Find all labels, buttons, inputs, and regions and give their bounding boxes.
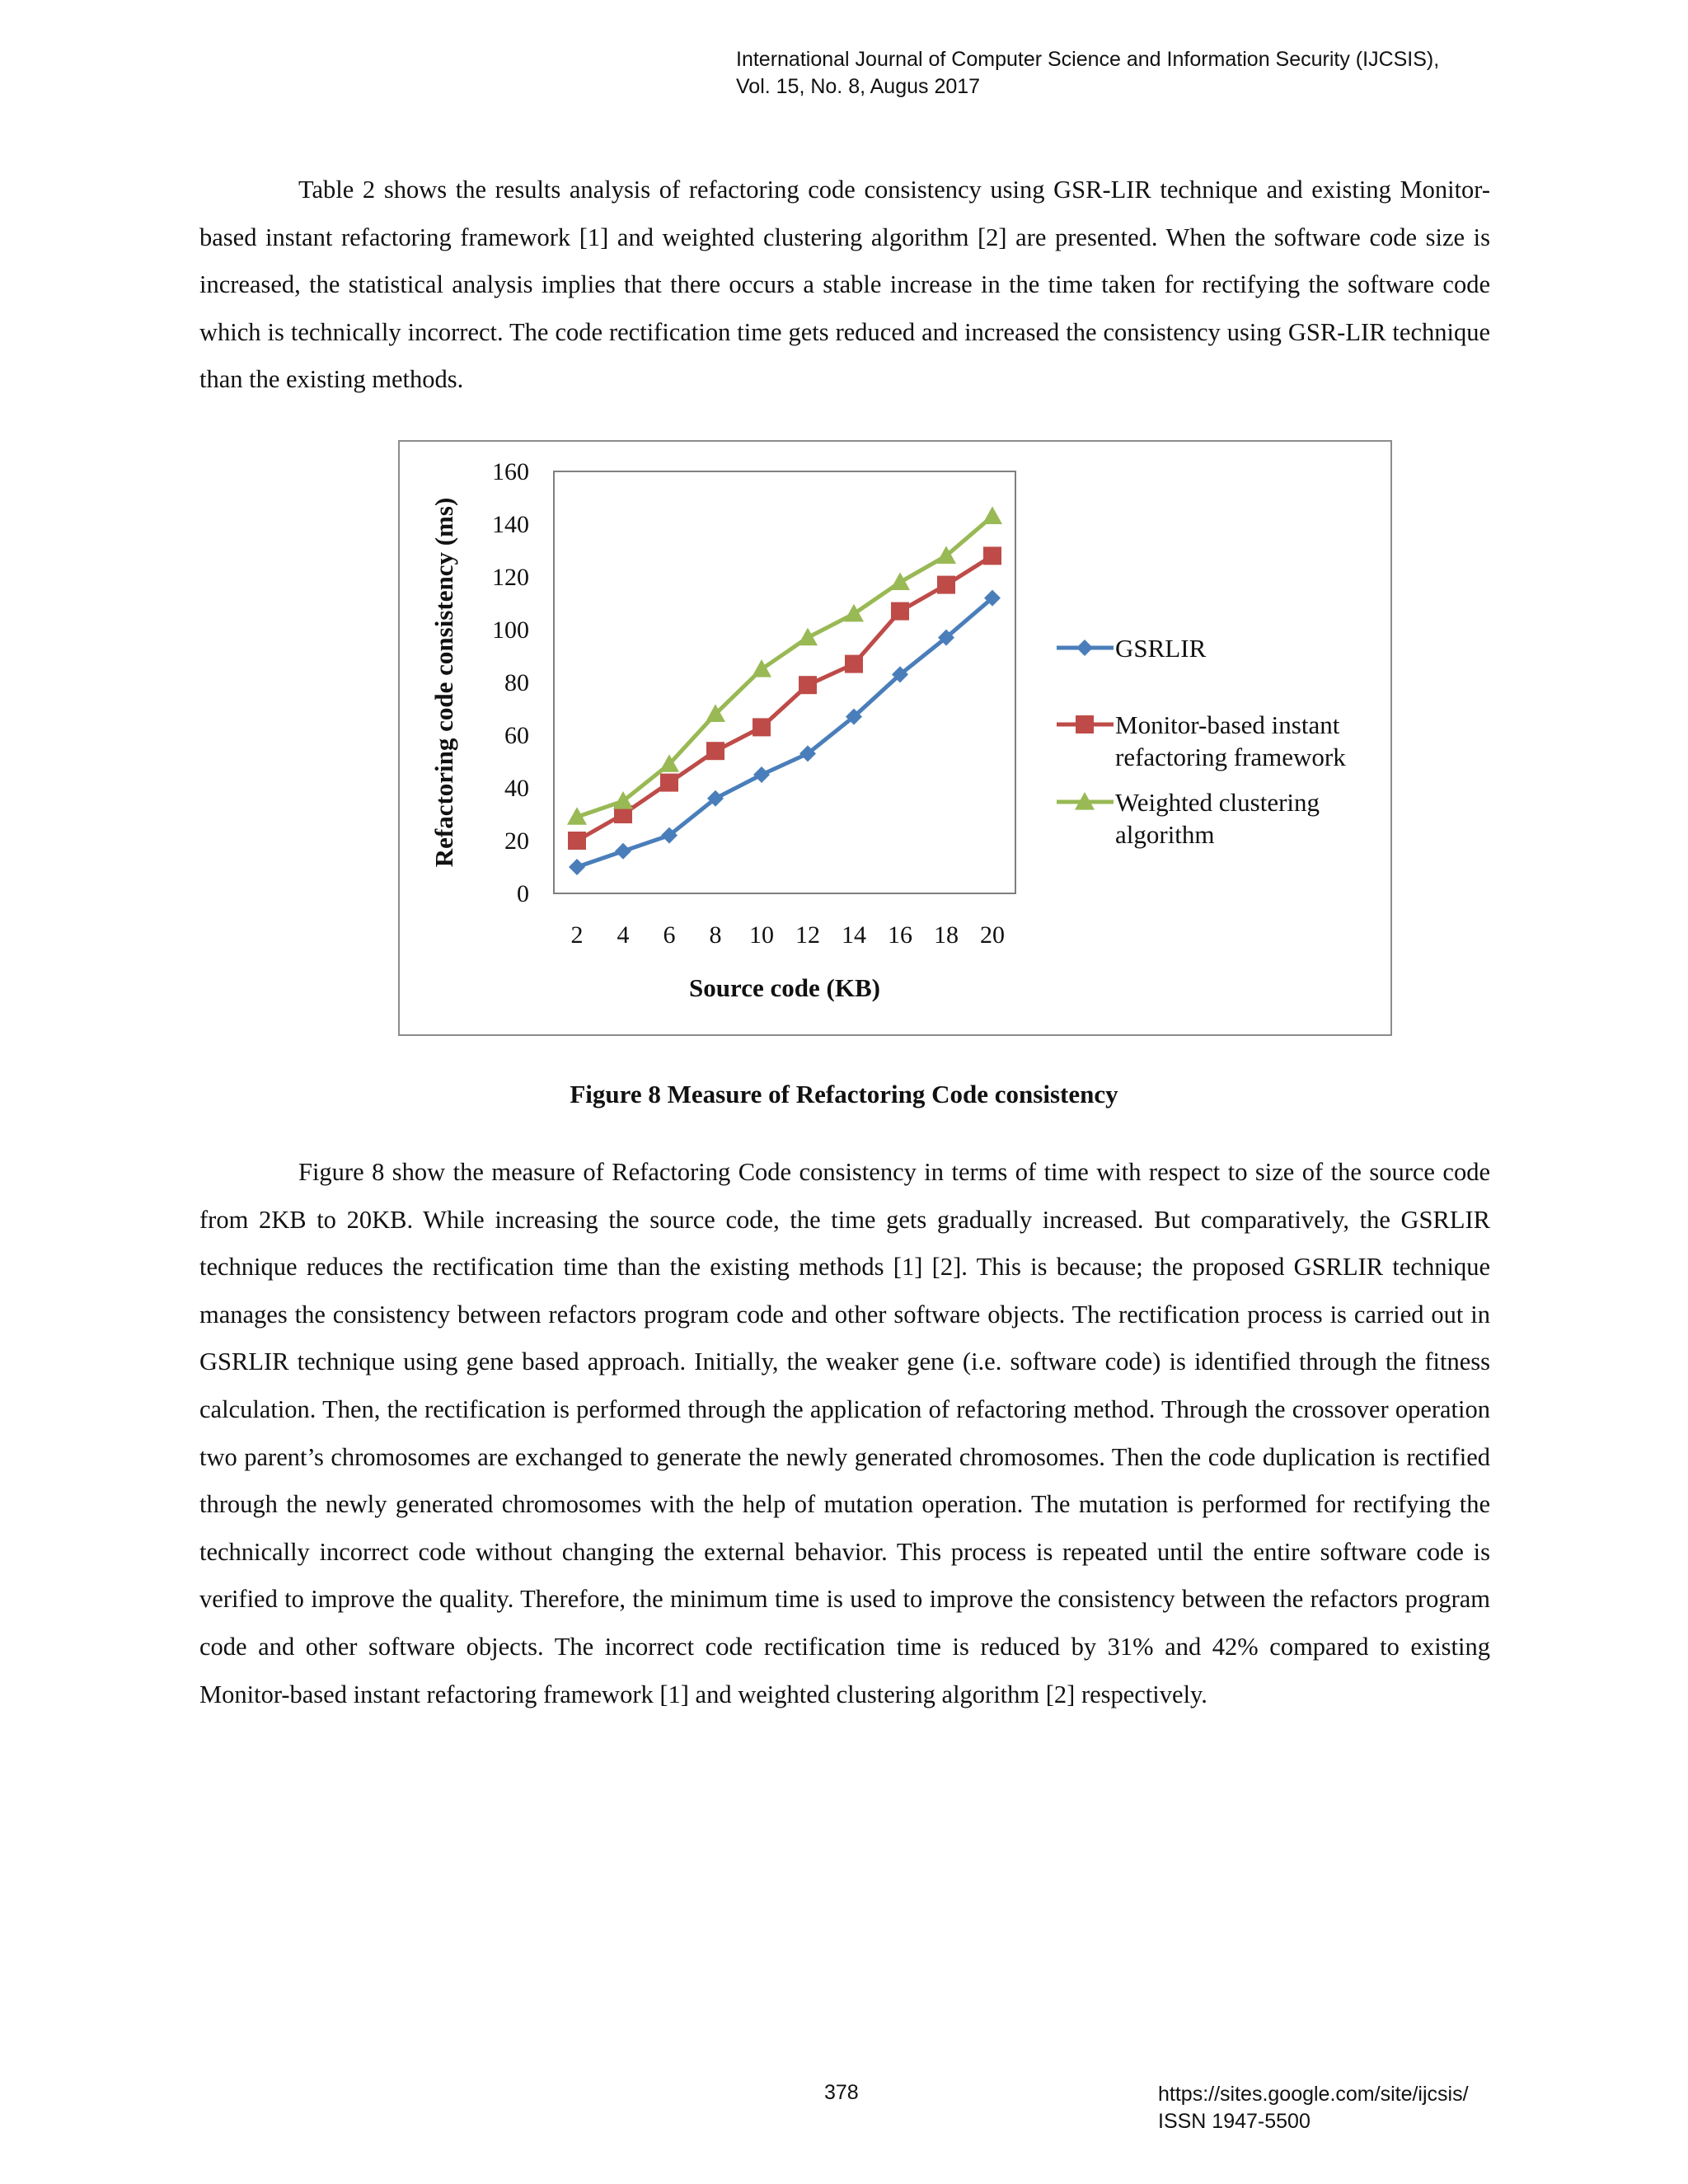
series-2-point [753,718,771,736]
y-axis-title: Refactoring code consistency (ms) [429,497,458,868]
series-2-point [891,602,909,621]
y-tick-label: 120 [492,564,529,591]
page-number: 378 [824,2081,859,2104]
y-tick-label: 0 [517,880,529,907]
series-2-point [706,742,724,760]
x-tick-label: 18 [934,921,959,949]
line-chart [400,442,1394,1038]
journal-header-line1: International Journal of Computer Science and Information Security (IJCSIS), [736,48,1440,71]
legend-label: Weighted clustering [1115,788,1320,817]
footer-issn: ISSN 1947-5500 [1158,2110,1311,2133]
x-tick-label: 8 [709,921,722,949]
x-tick-label: 6 [663,921,676,949]
x-tick-label: 4 [617,921,630,949]
journal-header [736,46,1439,101]
legend-label: GSRLIR [1115,634,1207,663]
y-tick-label: 40 [504,775,529,802]
legend-label: refactoring framework [1115,743,1346,771]
footer-info [1158,2081,1469,2135]
series-2-point [568,832,586,850]
y-tick-label: 60 [504,722,529,749]
x-axis-title: Source code (KB) [689,973,880,1002]
figure-8-chart [398,440,1392,1036]
legend-label: algorithm [1115,820,1215,849]
footer-url: https://sites.google.com/site/ijcsis/ [1158,2083,1469,2106]
figure-caption: Figure 8 Measure of Refactoring Code consistency [570,1080,1118,1108]
series-3-point [798,628,818,646]
y-tick-label: 160 [492,458,529,485]
x-tick-label: 16 [888,921,912,949]
series-line-1 [577,598,992,867]
legend-label: Monitor-based instant [1115,710,1340,739]
y-tick-label: 100 [492,616,529,644]
series-2-point [799,676,817,694]
series-line-3 [577,516,992,817]
series-2-point [937,576,955,594]
legend-marker-1 [1076,640,1093,656]
series-line-2 [577,555,992,841]
y-tick-label: 140 [492,511,529,538]
legend-marker-2 [1076,715,1094,733]
x-tick-label: 20 [980,921,1005,949]
y-tick-label: 80 [504,669,529,696]
journal-header-line2: Vol. 15, No. 8, Augus 2017 [736,75,981,98]
series-2-point [660,774,678,792]
paragraph-figure8-discussion: Figure 8 show the measure of Refactoring Code consistency in terms of time with respect to size of the source code from 2KB to 20KB. While increasing the source code, the time gets gradually increased. But comparatively, the GSRLIR technique reduces the rectification time than the existing methods [1] [2]. This is because; the proposed GSRLIR technique manages the consistency between refactors program code and other software objects. The rectification process is carried out in GSRLIR technique using gene based approach. Initially, the weaker gene (i.e. software code) is identified through the fitness calculation. Then, the rectification is performed through the application of refactoring method. Through the crossover operation two parent’s chromosomes are exchanged to generate the newly generated chromosomes. Then the code duplication is rectified through the newly generated chromosomes with the help of mutation operation. The mutation is performed for rectifying the technically incorrect code without changing the external behavior. This process is repeated until the entire software code is verified to improve the quality. Therefore, the minimum time is used to improve the consistency between the refactors program code and other software objects. The incorrect code rectification time is reduced by 31% and 42% compared to existing Monitor-based instant refactoring framework [1] and weighted clustering algorithm [2] respectively. [199,1158,1490,1708]
x-tick-label: 2 [570,921,584,949]
series-1-point [615,843,631,860]
series-1-point [753,766,770,783]
paragraph-table2-analysis: Table 2 shows the results analysis of refactoring code consistency using GSR-LIR technique and existing Monitor-based instant refactoring framework [1] and weighted clustering algorithm [2] are presented. When the software code size is increased, the statistical analysis implies that there occurs a stable increase in the time taken for rectifying the software code which is technically incorrect. The code rectification time gets reduced and increased the consistency using GSR-LIR technique than the existing methods. [199,176,1490,394]
x-tick-label: 10 [749,921,774,949]
series-3-point [890,572,910,590]
x-tick-label: 14 [842,921,866,949]
x-tick-label: 12 [795,921,820,949]
series-1-point [569,859,585,875]
y-tick-label: 20 [504,827,529,855]
series-3-point [982,506,1002,524]
series-2-point [845,655,863,673]
plot-area [554,471,1015,893]
series-2-point [983,546,1001,565]
